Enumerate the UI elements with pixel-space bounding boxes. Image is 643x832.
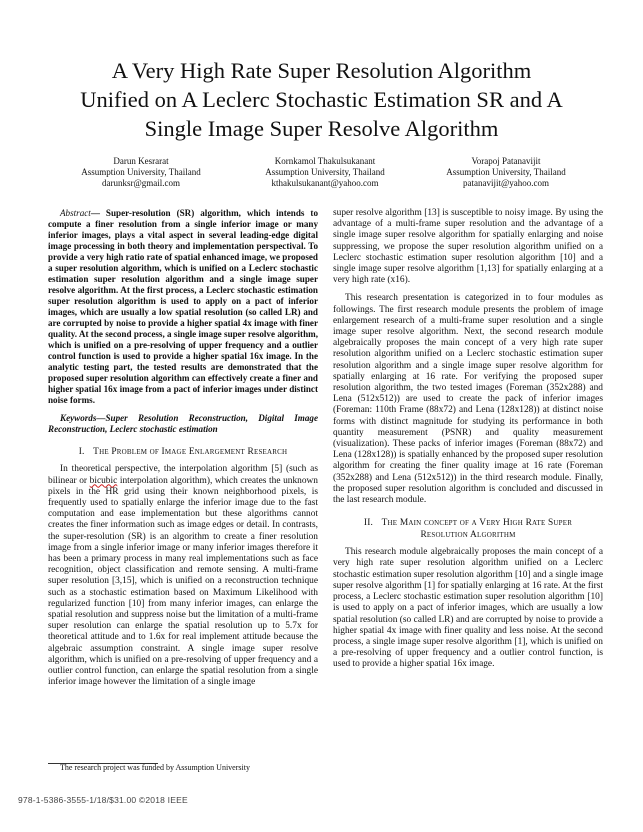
author-2 (230, 156, 420, 189)
footnote: The research project was funded by Assumption University (60, 763, 250, 772)
author-block (0, 156, 643, 196)
section-2-paragraph: This research module algebraically proposes the main concept of a very high rate super resolution algorithm unified on a Leclerc stochastic estimation super resolution algorithm [10] and a single image super resolve algorithm [1] for spatially enlarging at 16 rate. At the first process, a Leclerc stochastic estimation super resolution algorithm [10] is used to apply on a pact of inferior images, which are usually a low spatial resolution (so called LR) and are corrupted by noise to provide a higher spatial 4x image with finer quality and less noise. At the second process, a single image super resolve algorithm [1], which is unified on a pre-resolving of upper frequency and a outlier control function, is used to provide a higher spatial 16x image. (333, 547, 603, 670)
section-2-heading (333, 517, 603, 541)
section-1-heading (48, 446, 318, 458)
author-affiliation: Assumption University, Thailand (446, 167, 566, 177)
keywords (48, 413, 318, 435)
section-title-line-1: The Main concept of a Very High Rate Super (381, 518, 573, 529)
misspelled-word: bicubic (89, 475, 118, 486)
author-email: patanavijit@yahoo.com (462, 178, 549, 188)
section-number: I. (78, 447, 85, 458)
section-title: The Problem of Image Enlargement Research (93, 447, 288, 458)
title-line: A Very High Rate Super Resolution Algorithm (111, 58, 532, 83)
keywords-lead: Keywords— (60, 413, 106, 423)
copyright-footer: 978-1-5386-3555-1/18/$31.00 ©2018 IEEE (18, 795, 188, 805)
title-line: Single Image Super Resolve Algorithm (144, 116, 499, 141)
author-name: Vorapoj Patanavijit (471, 156, 541, 166)
right-paragraph-1: super resolve algorithm [13] is susceptible to noisy image. By using the advantage of a multi-frame super resolution and the advantage of a single image super resolve algorithm for spatially enlarging and noise suppressing, we propose the super resolution algorithm unified on a Leclerc stochastic estimation super resolution algorithm [10] and a single image super resolve algorithm [1,13] for spatially enlarging at a very high rate (x16). (333, 208, 603, 286)
section-number: II. (363, 518, 374, 529)
author-name: Kornkamol Thakulsukanant (274, 156, 376, 166)
text-run: In theoretical perspective, the interpolation algorithm [5] (such as bilinear or (48, 464, 318, 486)
title-line: Unified on A Leclerc Stochastic Estimation SR and A (80, 87, 563, 112)
author-3 (411, 156, 601, 189)
abstract-text: Super-resolution (SR) algorithm, which intends to compute a finer resolution from a single inferior image or many inferior images, plays a vital aspect in several leading-edge digital image processing in both theory and implementation perspectival. To provide a very high ratio rate of spatial enhanced image, we proposed a super resolution algorithm, which is unified on a Leclerc stochastic estimation super resolution algorithm and a single image super resolve algorithm. At the first process, a Leclerc stochastic estimation super resolution algorithm is used to apply on a pact of inferior images, which are usually a low spatial resolution (so called LR) and are corrupted by noise to provide a higher spatial 4x image with finer quality. At the second process, a single image super resolve algorithm, which is unified on a pre-resolving of upper frequency and a outlier control function is used to provide a higher spatial 16x image. In the analytic testing part, the tested results are demonstrated that the proposed super resolution algorithm can effectively create a finer and higher spatial 16x image from a pact of inferior images under distinct noise forms. (48, 208, 318, 405)
author-affiliation: Assumption University, Thailand (81, 167, 201, 177)
right-column (333, 208, 603, 678)
abstract-dash: — (90, 208, 106, 218)
text-run: interpolation algorithm), which creates the unknown pixels in the HR grid using their known neighborhood pixels, is frequently used to spatially enlarge the inferior image due to the fast computation and ease implementation but these algorithms cannot creates the finer information such as image edges or detail. In contrasts, the super-resolution (SR) is an algorithm to create a finer resolution image from a single inferior image or many inferior images therefore it has been a primary process in many real implementations such as face recognition, object classification and remote sensing. A multi-frame super resolution [3,15], which is unified on a reconstruction technique such as a stochastic estimation based on Maximum Likelihood with regularized function [10] from many inferior images, can enlarge the spatial resolution and suppress noise but the limitation of a multi-frame super resolution can enlarge the spatial resolution up to 5.7x for theoretical attitude and to 1.6x for real implement attitude because the algebraic assumption constraint. A single image super resolve algorithm, which is unified on a pre-resolving of upper frequency and a outlier control function, can enlarge the spatial resolution from a single inferior image however the limitation of a single image (48, 475, 318, 688)
paper-title (30, 56, 613, 143)
left-column (48, 208, 318, 695)
section-1-paragraph (48, 464, 318, 688)
abstract (48, 208, 318, 406)
author-affiliation: Assumption University, Thailand (265, 167, 385, 177)
author-email: darunksr@gmail.com (101, 178, 181, 188)
author-email: kthakulsukanant@yahoo.com (271, 178, 379, 188)
right-paragraph-2: This research presentation is categorized in to four modules as followings. The first research module presents the problem of image enlargement research of a multi-frame super resolution and a single image super resolve algorithm. Next, the second research module algebraically proposes the main concept of a very high rate super resolution algorithm unified on a Leclerc stochastic estimation super resolution algorithm and a single image super resolve algorithm for spatially enlarging at 16 rate. For verifying the proposed super resolution algorithm, the two tested images (Foreman (352x288) and Lena (512x512)) are used to create the pack of inferior images (Foreman: 110th Frame (88x72) and Lena (128x128)) at distinct noise forms with distinct magnitude for studying its performance in both quantity measurement (PSNR) and quality measurement (visualization). These packs of inferior images (Foreman (88x72) and Lena (128x128)) is spatially enhanced by the proposed super resolution algorithm for creating the finer quality image at 16 rate (Foreman (352x288) and Lena (512x512)) in the third research module. Finally, the proposed super resolution algorithm is concluded and discussed in the last research module. (333, 293, 603, 506)
author-1 (46, 156, 236, 189)
author-name: Darun Kesrarat (113, 156, 169, 166)
abstract-lead: Abstract (60, 208, 91, 218)
keywords-text: Super Resolution Reconstruction, Digital Image Reconstruction, Leclerc stochastic estimation (48, 413, 318, 435)
section-title-line-2: Resolution Algorithm (420, 530, 516, 541)
